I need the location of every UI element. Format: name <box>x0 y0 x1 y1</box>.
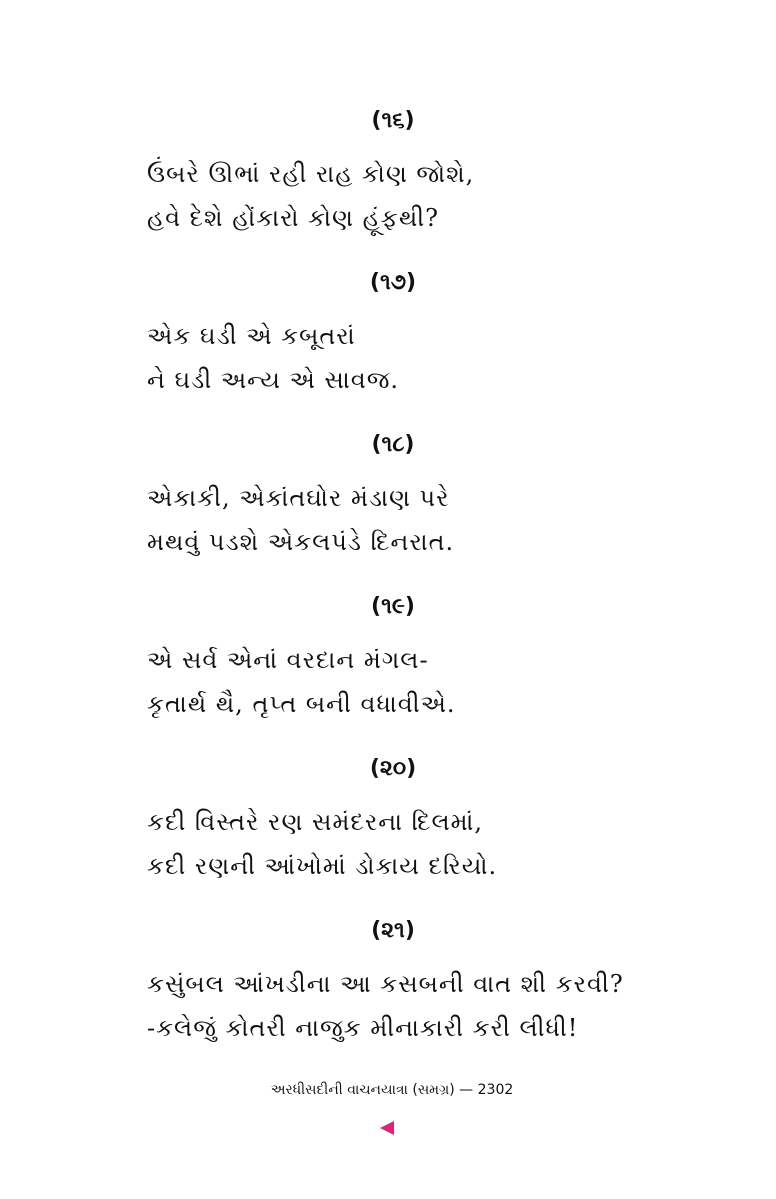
stanza-number: (૧૬) <box>371 108 415 133</box>
stanza-number: (૧૭) <box>369 270 417 295</box>
poem-line: કસુંબલ આંખડીના આ કસબની વાત શી કરવી? <box>147 970 624 998</box>
poem-line: એ સર્વ એનાં વરદાન મંગલ- <box>147 646 429 674</box>
poem-line: એકાકી, એકાંતઘોર મંડાણ પરે <box>147 484 450 512</box>
page-footer: અરધીસદીની વાચનયાત્રા (સમગ્ર) — 2302 <box>270 1082 514 1098</box>
poem-line: એક ઘડી એ કબૂતરાં <box>147 322 356 350</box>
poem-line: કૃતાર્થ થૈ, તૃપ્ત બની વધાવીએ. <box>147 690 456 718</box>
stanza-number: (૧૯) <box>371 594 415 619</box>
poem-line: મથવું પડશે એકલપંડે દિનરાત. <box>147 528 455 556</box>
poem-line: કદી વિસ્તરે રણ સમંદરના દિલમાં, <box>147 808 484 836</box>
poem-line: ને ઘડી અન્ય એ સાવજ. <box>147 366 400 394</box>
previous-page-arrow-icon[interactable] <box>380 1121 394 1135</box>
stanza-number: (૨૧) <box>371 918 415 943</box>
poem-line: હવે દેશે હોંકારો કોણ હૂંફથી? <box>147 204 439 232</box>
stanza-number: (૨૦) <box>369 756 417 781</box>
poem-line: -કલેજું કોતરી નાજુક મીનાકારી કરી લીધી! <box>147 1014 579 1042</box>
stanza-number: (૧૮) <box>371 432 415 457</box>
poem-line: કદી રણની આંખોમાં ડોકાય દરિયો. <box>147 852 498 880</box>
poem-line: ઉંબરે ઊભાં રહી રાહ કોણ જોશે, <box>147 160 475 188</box>
